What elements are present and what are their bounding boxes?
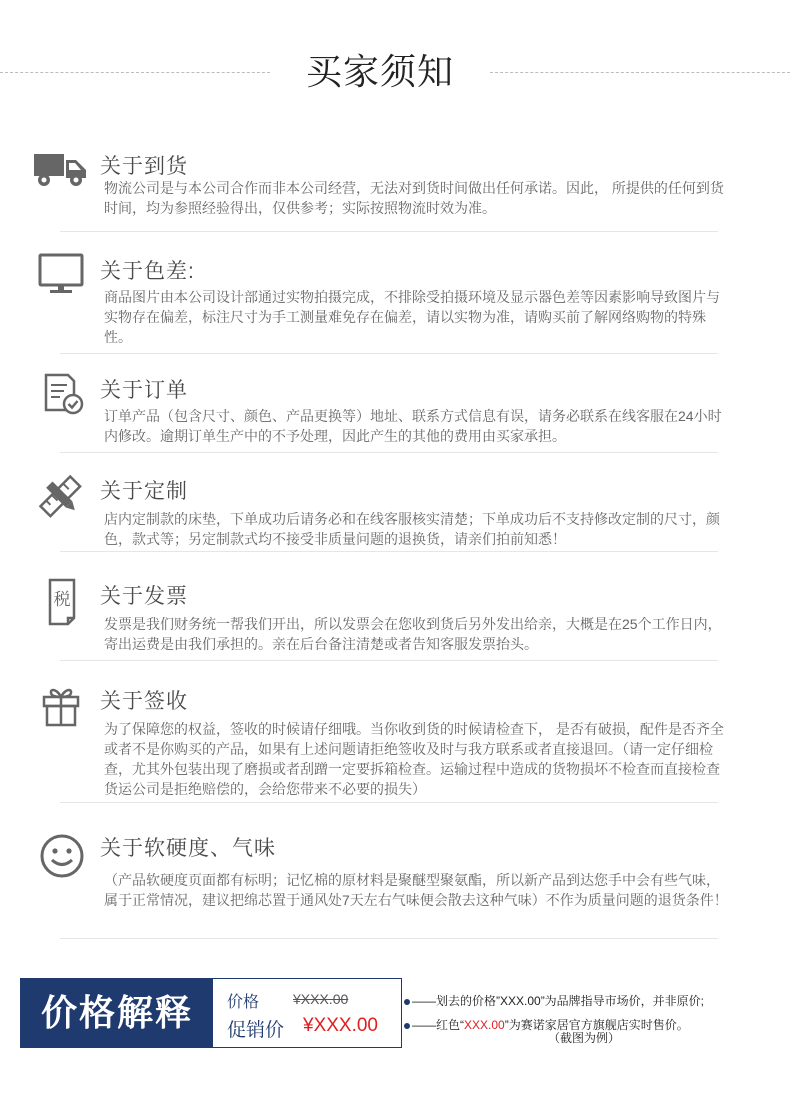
- bullet-dot-icon: [404, 1023, 410, 1029]
- monitor-icon: [34, 253, 88, 301]
- section-title: 关于到货: [100, 155, 188, 178]
- promo-price-label: 促销价: [227, 1020, 285, 1041]
- truck-icon: [34, 148, 88, 196]
- section-divider: [60, 353, 718, 354]
- page-header: [0, 40, 790, 100]
- section-divider: [60, 938, 718, 939]
- section-title: 关于色差:: [100, 260, 195, 283]
- original-price-value: ¥XXX.00: [293, 991, 349, 1007]
- price-note-text: ——划去的价格”XXX.00”为品牌指导市场价，并非原价;: [412, 994, 705, 1008]
- section-text: 为了保障您的权益，签收的时候请仔细哦。当你收到货的时候请检查下， 是否有破损，配件是否齐全或者不是你购买的产品，如果有上述问题请拒绝签收及时与我方联系或者直接退回。（请一定仔细检查，尤其外包装出现了磨损或者刮蹭一定要拆箱检查。运输过程中造成的货物损坏不检查而直接检查货运公司是拒绝赔偿的，会给您带来不必要的损失）: [104, 721, 724, 797]
- price-note-example: （截图为例）: [548, 1031, 621, 1045]
- section-divider: [60, 802, 718, 803]
- price-note-red-value: XXX.00: [464, 1018, 505, 1032]
- promo-price-value: ¥XXX.00: [303, 1015, 378, 1036]
- price-note-red: [404, 1016, 689, 1033]
- section-divider: [60, 660, 718, 661]
- header-dashed-line-left: [0, 72, 270, 73]
- section-title: 关于定制: [100, 480, 188, 503]
- section-title: 关于发票: [100, 585, 188, 608]
- price-explain-heading: 价格解释: [21, 979, 213, 1047]
- bullet-dot-icon: [404, 999, 410, 1005]
- price-note-suffix: ”为赛诺家居官方旗舰店实时售价。: [504, 1018, 689, 1032]
- section-text: 商品图片由本公司设计部通过实物拍摄完成，不排除受拍摄环境及显示器色差等因素影响导致图片与实物存在偏差，标注尺寸为手工测量难免存在偏差，请以实物为准，请购买前了解网络购物的特殊性。: [104, 289, 720, 345]
- section-text: 店内定制款的床垫，下单成功后请务必和在线客服核实清楚；下单成功后不支持修改定制的尺寸，颜色，款式等；另定制款式均不接受非质量问题的退换货，请亲们拍前知悉！: [104, 511, 720, 547]
- section-text: 物流公司是与本公司合作而非本公司经营，无法对到货时间做出任何承诺。因此， 所提供的任何到货时间，均为参照经验得出，仅供参考；实际按照物流时效为准。: [104, 180, 724, 216]
- tax-invoice-icon: [34, 578, 88, 626]
- gift-icon: [34, 683, 88, 731]
- section-divider: [60, 231, 718, 232]
- svg-text:税: 税: [53, 590, 71, 610]
- section-title: 关于软硬度、气味: [100, 837, 276, 860]
- section-divider: [60, 551, 718, 552]
- order-check-icon: [34, 372, 88, 420]
- section-text: （产品软硬度页面都有标明；记忆棉的原材料是聚醚型聚氨酯，所以新产品到达您手中会有些气味，属于正常情况，建议把绵芯置于通风处7天左右气味便会散去这种气味）不作为质量问题的退货条件！: [104, 872, 728, 908]
- smiley-icon: [34, 832, 88, 880]
- section-title: 关于签收: [100, 690, 188, 713]
- price-note-prefix: ——红色“: [412, 1018, 464, 1032]
- page-title: 买家须知: [305, 51, 454, 92]
- price-note-strikethrough: [404, 992, 704, 1009]
- price-explain-box: [20, 978, 402, 1048]
- section-text: 发票是我们财务统一帮我们开出，所以发票会在您收到货后另外发出给亲，大概是在25个工作日内，寄出运费是由我们承担的。亲在后台备注清楚或者告知客服发票抬头。: [104, 616, 722, 652]
- header-dashed-line-right: [490, 72, 790, 73]
- pencil-ruler-icon: [34, 473, 88, 521]
- section-text: 订单产品（包含尺寸、颜色、产品更换等）地址、联系方式信息有误，请务必联系在线客服在24小时内修改。逾期订单生产中的不予处理，因此产生的其他的费用由买家承担。: [104, 408, 722, 444]
- section-divider: [60, 452, 718, 453]
- original-price-label: 价格: [227, 994, 260, 1011]
- section-title: 关于订单: [100, 379, 188, 402]
